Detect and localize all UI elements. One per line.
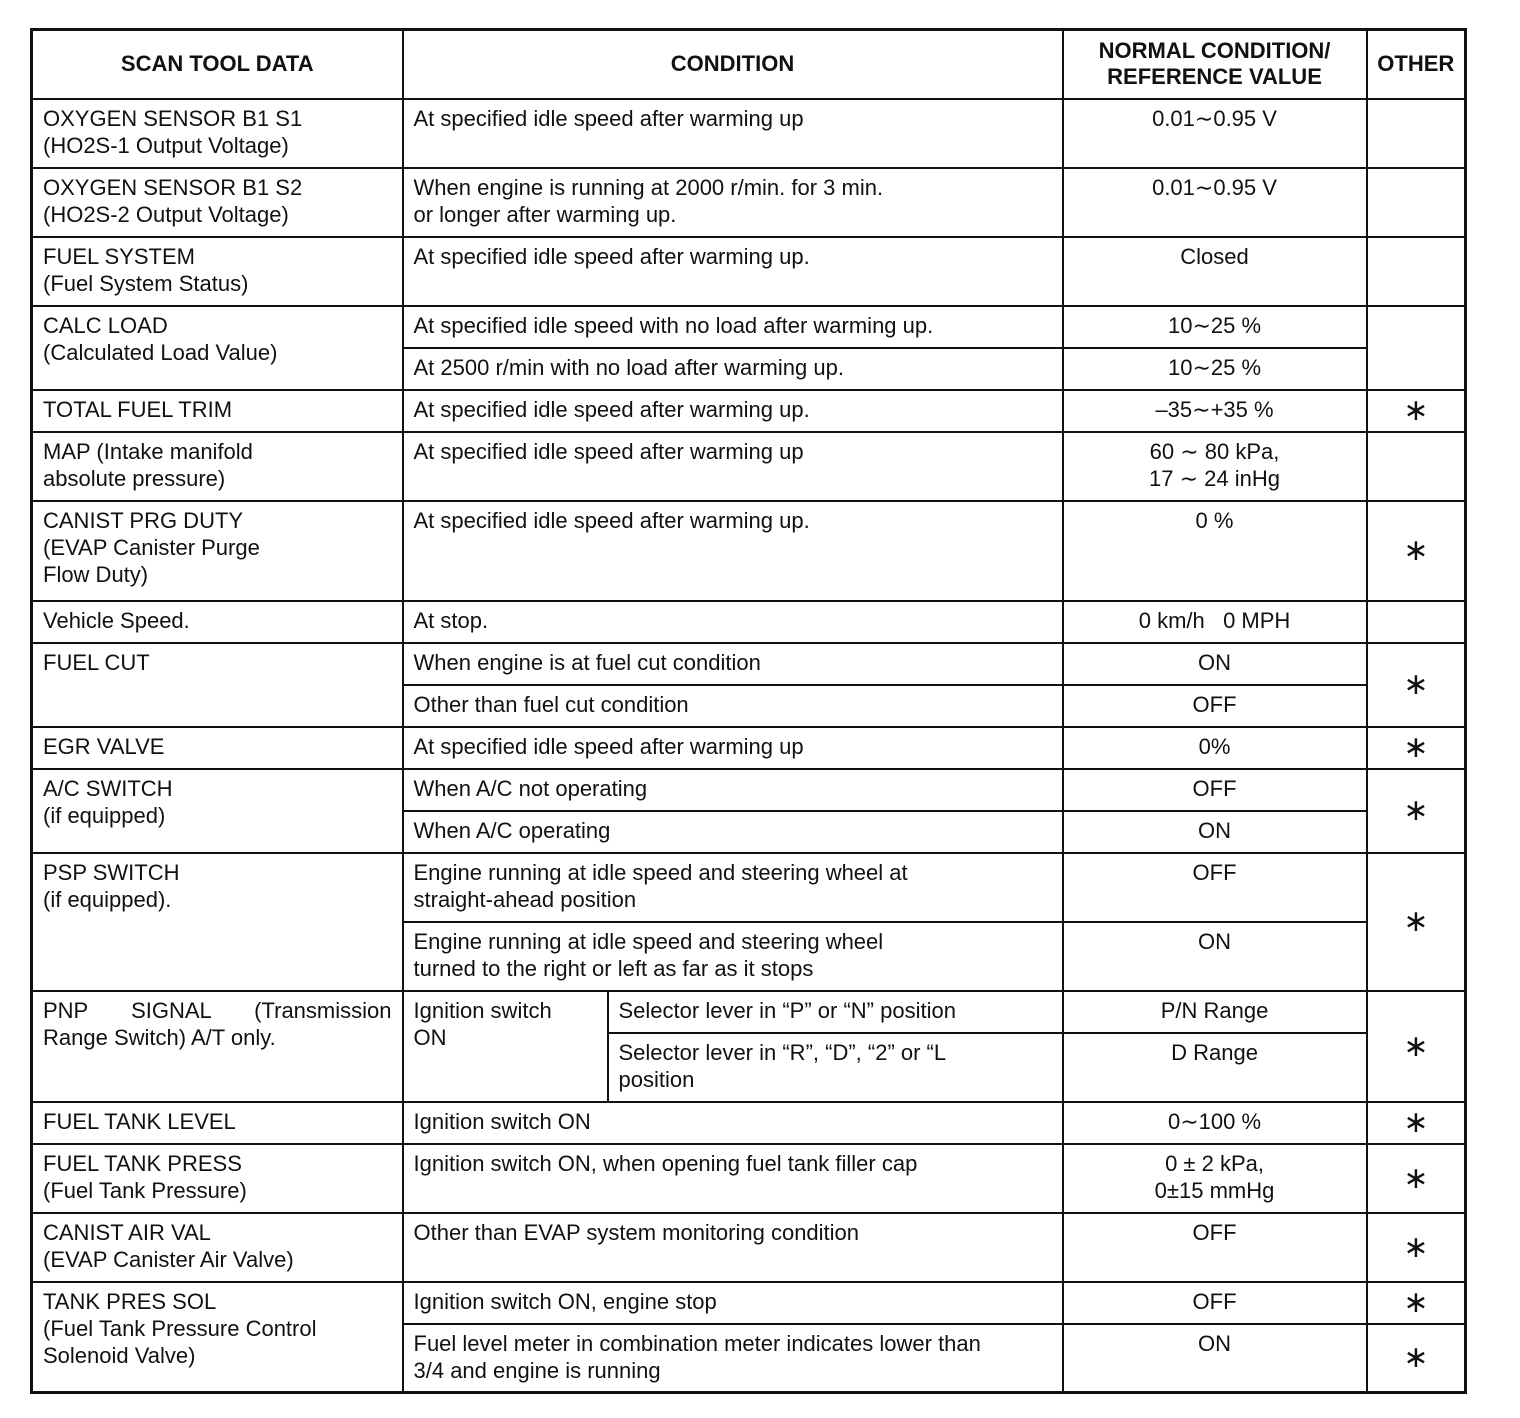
value-cell: –35∼+35 % xyxy=(1063,390,1367,432)
table-row xyxy=(32,432,1466,501)
value-cell: ON xyxy=(1063,643,1367,685)
value-cell: OFF xyxy=(1063,769,1367,811)
value-cell: OFF xyxy=(1063,1282,1367,1324)
table-row xyxy=(32,991,1466,1033)
data-name-cell: TANK PRES SOL (Fuel Tank Pressure Control Solenoid Valve) xyxy=(32,1282,403,1393)
value-cell: ON xyxy=(1063,811,1367,853)
condition-cell: When A/C operating xyxy=(403,811,1063,853)
value-cell: 0.01∼0.95 V xyxy=(1063,99,1367,168)
condition-cell: Selector lever in “R”, “D”, “2” or “L position xyxy=(608,1033,1063,1102)
header-scan-tool-data: SCAN TOOL DATA xyxy=(32,30,403,99)
table-row xyxy=(32,643,1466,685)
condition-cell: When engine is at fuel cut condition xyxy=(403,643,1063,685)
value-cell: OFF xyxy=(1063,685,1367,727)
other-cell xyxy=(1367,601,1466,643)
condition-cell: Selector lever in “P” or “N” position xyxy=(608,991,1063,1033)
data-name-cell: TOTAL FUEL TRIM xyxy=(32,390,403,432)
condition-cell: Fuel level meter in combination meter indicates lower than 3/4 and engine is running xyxy=(403,1324,1063,1393)
condition-cell: At specified idle speed after warming up. xyxy=(403,501,1063,601)
data-name-cell: CANIST AIR VAL (EVAP Canister Air Valve) xyxy=(32,1213,403,1282)
other-cell xyxy=(1367,168,1466,237)
value-cell: Closed xyxy=(1063,237,1367,306)
header-condition: CONDITION xyxy=(403,30,1063,99)
data-name-cell: PSP SWITCH (if equipped). xyxy=(32,853,403,991)
data-name-cell: CALC LOAD (Calculated Load Value) xyxy=(32,306,403,390)
value-cell: 0.01∼0.95 V xyxy=(1063,168,1367,237)
condition-cell: At specified idle speed after warming up xyxy=(403,727,1063,769)
other-cell xyxy=(1367,237,1466,306)
condition-cell: At specified idle speed after warming up xyxy=(403,432,1063,501)
header-other: OTHER xyxy=(1367,30,1466,99)
condition-cell: When engine is running at 2000 r/min. for 3 min. or longer after warming up. xyxy=(403,168,1063,237)
data-name-cell: OXYGEN SENSOR B1 S1 (HO2S-1 Output Voltage) xyxy=(32,99,403,168)
value-cell: OFF xyxy=(1063,1213,1367,1282)
value-cell: 0 % xyxy=(1063,501,1367,601)
condition-cell: At specified idle speed with no load after warming up. xyxy=(403,306,1063,348)
other-cell: ∗ xyxy=(1367,390,1466,432)
table-row xyxy=(32,1102,1466,1144)
other-cell: ∗ xyxy=(1367,1213,1466,1282)
value-cell: OFF xyxy=(1063,853,1367,922)
condition-cell: Other than EVAP system monitoring condition xyxy=(403,1213,1063,1282)
header-normal-condition xyxy=(1063,30,1367,99)
condition-cell: Ignition switch ON xyxy=(403,1102,1063,1144)
pnp-name-line2: Range Switch) A/T only. xyxy=(43,1024,276,1050)
header-row xyxy=(32,30,1466,99)
value-cell: P/N Range xyxy=(1063,991,1367,1033)
table-row xyxy=(32,601,1466,643)
condition-cell: Other than fuel cut condition xyxy=(403,685,1063,727)
value-cell: 60 ∼ 80 kPa, 17 ∼ 24 inHg xyxy=(1063,432,1367,501)
other-cell: ∗ xyxy=(1367,1102,1466,1144)
condition-cell: Engine running at idle speed and steering wheel at straight-ahead position xyxy=(403,853,1063,922)
condition-cell: At specified idle speed after warming up. xyxy=(403,390,1063,432)
other-cell: ∗ xyxy=(1367,1324,1466,1393)
data-name-cell: FUEL CUT xyxy=(32,643,403,727)
table-row xyxy=(32,306,1466,348)
table-row xyxy=(32,727,1466,769)
other-cell: ∗ xyxy=(1367,643,1466,727)
data-name-cell: FUEL SYSTEM (Fuel System Status) xyxy=(32,237,403,306)
table-row xyxy=(32,168,1466,237)
value-cell: 0% xyxy=(1063,727,1367,769)
table-row xyxy=(32,1213,1466,1282)
table-row xyxy=(32,390,1466,432)
value-cell: 10∼25 % xyxy=(1063,348,1367,390)
other-cell: ∗ xyxy=(1367,727,1466,769)
scan-tool-data-table xyxy=(30,28,1467,1394)
table-row xyxy=(32,237,1466,306)
value-cell: 10∼25 % xyxy=(1063,306,1367,348)
other-cell: ∗ xyxy=(1367,1144,1466,1213)
condition-cell: At stop. xyxy=(403,601,1063,643)
condition-cell: Engine running at idle speed and steering wheel turned to the right or left as far as it stops xyxy=(403,922,1063,991)
value-cell: ON xyxy=(1063,1324,1367,1393)
condition-cell: Ignition switch ON, when opening fuel tank filler cap xyxy=(403,1144,1063,1213)
table-row xyxy=(32,769,1466,811)
condition-cell: When A/C not operating xyxy=(403,769,1063,811)
table-row xyxy=(32,853,1466,922)
table-row xyxy=(32,1144,1466,1213)
other-cell xyxy=(1367,432,1466,501)
data-name-cell: Vehicle Speed. xyxy=(32,601,403,643)
condition-cell: At 2500 r/min with no load after warming up. xyxy=(403,348,1063,390)
other-cell xyxy=(1367,306,1466,390)
table-row xyxy=(32,1282,1466,1324)
other-cell: ∗ xyxy=(1367,1282,1466,1324)
other-cell xyxy=(1367,99,1466,168)
condition-main-cell: Ignition switch ON xyxy=(403,991,608,1102)
table-row xyxy=(32,501,1466,601)
other-cell: ∗ xyxy=(1367,991,1466,1102)
data-name-cell: A/C SWITCH (if equipped) xyxy=(32,769,403,853)
value-cell: 0 km/h 0 MPH xyxy=(1063,601,1367,643)
value-cell: ON xyxy=(1063,922,1367,991)
data-name-cell xyxy=(32,991,403,1102)
data-name-cell: MAP (Intake manifold absolute pressure) xyxy=(32,432,403,501)
data-name-cell: FUEL TANK PRESS (Fuel Tank Pressure) xyxy=(32,1144,403,1213)
value-cell: 0∼100 % xyxy=(1063,1102,1367,1144)
data-name-cell: EGR VALVE xyxy=(32,727,403,769)
other-cell: ∗ xyxy=(1367,501,1466,601)
value-cell: 0 ± 2 kPa, 0±15 mmHg xyxy=(1063,1144,1367,1213)
condition-cell: At specified idle speed after warming up xyxy=(403,99,1063,168)
condition-cell: Ignition switch ON, engine stop xyxy=(403,1282,1063,1324)
table-row xyxy=(32,99,1466,168)
other-cell: ∗ xyxy=(1367,853,1466,991)
data-name-cell: CANIST PRG DUTY (EVAP Canister Purge Flow Duty) xyxy=(32,501,403,601)
header-normal-line1: NORMAL CONDITION/ xyxy=(1098,38,1331,64)
condition-cell: At specified idle speed after warming up. xyxy=(403,237,1063,306)
data-name-cell: FUEL TANK LEVEL xyxy=(32,1102,403,1144)
data-name-cell: OXYGEN SENSOR B1 S2 (HO2S-2 Output Voltage) xyxy=(32,168,403,237)
header-normal-line2: REFERENCE VALUE xyxy=(1107,64,1322,90)
value-cell: D Range xyxy=(1063,1033,1367,1102)
pnp-name-line1: PNP SIGNAL (Transmission xyxy=(43,997,392,1023)
other-cell: ∗ xyxy=(1367,769,1466,853)
